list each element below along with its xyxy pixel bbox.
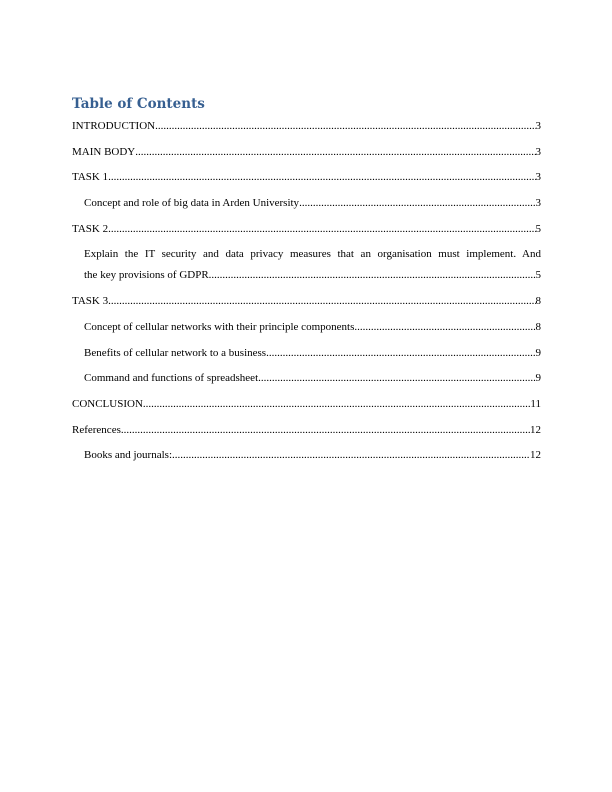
toc-entry-label-line-2: the key provisions of GDPR (84, 269, 209, 282)
toc-leader-dots (299, 196, 535, 211)
toc-entry-label: MAIN BODY (72, 145, 136, 158)
toc-leader-dots (143, 397, 531, 412)
toc-entry-label: Concept and role of big data in Arden University (84, 197, 300, 210)
toc-leader-dots (354, 320, 535, 335)
toc-entry-page: 5 (535, 222, 541, 235)
toc-entry-spreadsheet[interactable] (72, 371, 541, 386)
toc-entry-page: 9 (535, 346, 541, 359)
toc-entry-cellular-benefits[interactable] (72, 346, 541, 361)
toc-entry-introduction[interactable] (72, 119, 541, 134)
toc-entry-page: 3 (535, 197, 541, 210)
toc-title: Table of Contents (72, 96, 205, 112)
toc-entry-label: CONCLUSION (72, 397, 143, 410)
toc-entry-task-2[interactable] (72, 222, 541, 237)
toc-entry-page: 3 (535, 120, 541, 132)
toc-leader-dots (155, 119, 535, 134)
toc-entry-main-body[interactable] (72, 145, 541, 160)
toc-entry-label: Command and functions of spreadsheet (84, 372, 259, 385)
toc-entry-label: TASK 2 (72, 222, 109, 235)
toc-entry-big-data[interactable] (72, 196, 541, 211)
toc-leader-dots (135, 145, 535, 160)
toc-entry-page: 12 (530, 449, 541, 462)
toc-entry-page: 8 (535, 295, 541, 308)
toc-entry-page: 9 (535, 372, 541, 385)
toc-leader-dots (108, 222, 535, 237)
toc-entry-label: Benefits of cellular network to a business (84, 346, 267, 359)
toc-entry-references[interactable] (72, 423, 541, 438)
toc-leader-dots (258, 371, 535, 386)
toc-entry-cellular-networks[interactable] (72, 320, 541, 335)
toc-entry-line-2 (84, 265, 541, 286)
toc-entry-label-line-1: Explain the IT security and data privacy measures that an organisation must implement. And (84, 248, 541, 261)
toc-entry-it-security[interactable] (72, 244, 541, 286)
toc-leader-dots (121, 423, 530, 438)
toc-entry-page: 12 (530, 423, 541, 436)
toc-entry-page: 3 (535, 145, 541, 158)
toc-entry-page: 5 (535, 269, 541, 282)
toc-entry-label: Concept of cellular networks with their principle components (84, 320, 355, 333)
toc-entry-task-3[interactable] (72, 294, 541, 309)
toc-entry-task-1[interactable] (72, 170, 541, 185)
toc-entry-conclusion[interactable] (72, 397, 541, 412)
toc-leader-dots (108, 170, 535, 185)
toc-entry-books-journals[interactable] (72, 448, 541, 463)
toc-entry-page: 11 (530, 397, 541, 410)
toc-entry-label: References (72, 423, 121, 436)
toc-entry-label: Books and journals: (84, 449, 172, 462)
table-of-contents (72, 95, 541, 474)
toc-entry-label: TASK 3 (72, 295, 109, 308)
toc-list (72, 119, 541, 463)
toc-entry-label: INTRODUCTION (72, 120, 156, 132)
toc-entry-page: 3 (535, 171, 541, 184)
toc-leader-dots (172, 448, 530, 463)
toc-leader-dots (108, 294, 535, 309)
toc-leader-dots (209, 265, 536, 286)
toc-entry-page: 8 (535, 320, 541, 333)
toc-leader-dots (266, 346, 535, 361)
toc-entry-label: TASK 1 (72, 171, 109, 184)
